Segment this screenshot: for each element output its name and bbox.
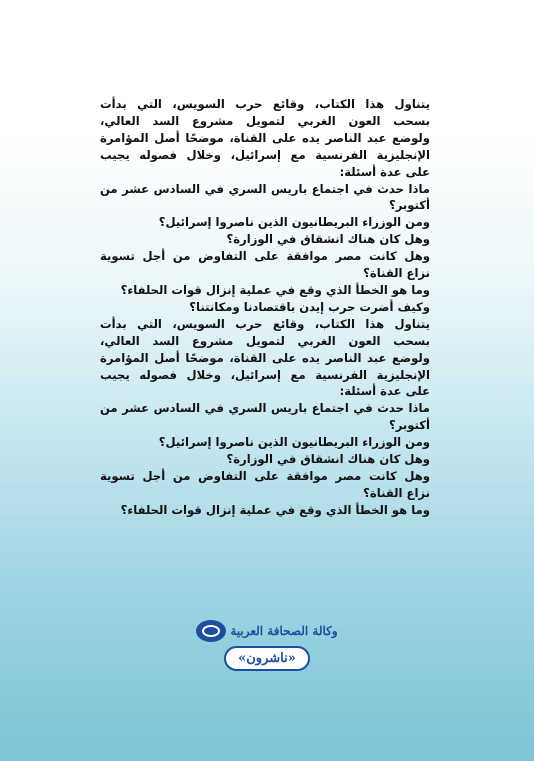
text-line: ماذا حدث في اجتماع باريس السري في السادس عشر من xyxy=(100,181,430,196)
publisher-subtitle-badge: «ناشرون» xyxy=(224,646,310,671)
text-line: وهل كان هناك انشقاق في الوزارة؟ xyxy=(226,452,430,467)
text-line: وهل كانت مصر موافقة على التفاوض من أجل تسوية xyxy=(100,249,430,264)
text-line: نزاع القناة؟ xyxy=(363,485,430,500)
text-line: ماذا حدث في اجتماع باريس السري في السادس عشر من xyxy=(100,401,430,416)
publisher-row xyxy=(196,620,337,642)
text-line: ولوضع عبد الناصر يده على القناة، موضحًا أصل المؤامرة xyxy=(100,130,430,145)
text-line: الإنجليزية الفرنسية مع إسرائيل، وخلال فصوله يجيب xyxy=(100,147,430,162)
publisher-name: وكالة الصحافة العربية xyxy=(230,624,338,638)
text-line: على عدة أسئلة: xyxy=(339,164,430,179)
text-line: أكتوبر؟ xyxy=(388,198,430,213)
publisher-logo xyxy=(0,620,534,671)
text-line: ولوضع عبد الناصر يده على القناة، موضحًا أصل المؤامرة xyxy=(100,350,430,365)
globe-logo-icon xyxy=(196,620,226,642)
text-line: وما هو الخطأ الذي وقع في عملية إنزال قوات الحلفاء؟ xyxy=(120,282,430,297)
back-cover-text xyxy=(100,96,430,519)
text-line: أكتوبر؟ xyxy=(388,418,430,433)
text-line: وهل كانت مصر موافقة على التفاوض من أجل تسوية xyxy=(100,468,430,483)
text-line: بسحب العون الغربي لتمويل مشروع السد العالي، xyxy=(100,333,430,348)
text-line: يتناول هذا الكتاب، وقائع حرب السويس، التي بدأت xyxy=(100,97,430,111)
text-line: بسحب العون الغربي لتمويل مشروع السد العالي، xyxy=(100,113,430,128)
text-line: نزاع القناة؟ xyxy=(363,266,430,281)
text-line: يتناول هذا الكتاب، وقائع حرب السويس، التي بدأت xyxy=(100,316,430,331)
text-line: الإنجليزية الفرنسية مع إسرائيل، وخلال فصوله يجيب xyxy=(100,367,430,382)
text-line: وما هو الخطأ الذي وقع في عملية إنزال قوات الحلفاء؟ xyxy=(120,502,430,517)
text-line: ومن الوزراء البريطانيون الذين ناصروا إسرائيل؟ xyxy=(158,215,430,230)
text-line: على عدة أسئلة: xyxy=(339,384,430,399)
text-line: وكيف أضرت حرب إيدن باقتصادنا ومكانتنا؟ xyxy=(189,299,430,314)
text-line: وهل كان هناك انشقاق في الوزارة؟ xyxy=(226,232,430,247)
text-line: ومن الوزراء البريطانيون الذين ناصروا إسرائيل؟ xyxy=(158,435,430,450)
